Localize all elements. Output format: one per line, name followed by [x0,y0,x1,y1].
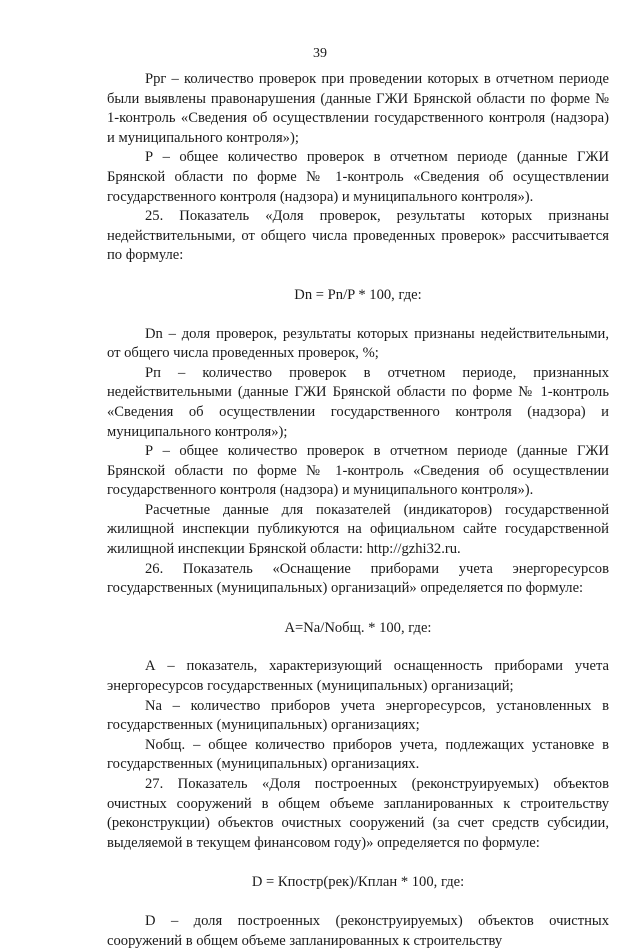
formula-d: D = Кпостр(рек)/Кплан * 100, где: [251,874,465,891]
paragraph-indicator-27: 27. Показатель «Доля построенных (реконструируемых) объектов очистных сооружений в общем объеме запланированных к строительству (реконструкции) объектов очистных сооружений (за счет средств субсидии, выделяемой в текущем финансовом году)» определяется по формуле: [107,776,609,851]
paragraph-p-definition-2: Р – общее количество проверок в отчетном периоде (данные ГЖИ Брянской области по форме № 1-контроль «Сведения об осуществлении государственного контроля (надзора) и муниципального контроля»). [107,443,609,499]
formula-dn: Dn = Pn/P * 100, где: [294,286,422,303]
paragraph-dn-definition: Dn – доля проверок, результаты которых признаны недействительными, от общего числа проведенных проверок, %; [107,325,609,362]
document-body [107,70,609,951]
paragraph-prg-definition: Ррг – количество проверок при проведении которых в отчетном периоде были выявлены правонарушения (данные ГЖИ Брянской области по форме № 1-контроль «Сведения об осуществлении государственного контроля (надзора) и муниципального контроля»); [107,71,609,146]
paragraph-d-definition: D – доля построенных (реконструируемых) объектов очистных сооружений в общем объеме запланированных к строительству [107,912,609,949]
paragraph-na-definition: Na – количество приборов учета энергоресурсов, установленных в государственных (муниципальных) организациях; [107,697,609,734]
paragraph-p-definition: Р – общее количество проверок в отчетном периоде (данные ГЖИ Брянской области по форме № 1-контроль «Сведения об осуществлении государственного контроля (надзора) и муниципального контроля»). [107,149,609,205]
paragraph-publication-note: Расчетные данные для показателей (индикаторов) государственной жилищной инспекции публикуются на официальном сайте государственной жилищной инспекции Брянской области: http://gzhi32.ru. [107,501,609,558]
paragraph-ntotal-definition: Nобщ. – общее количество приборов учета, подлежащих установке в государственных (муниципальных) организациях. [107,736,609,773]
paragraph-a-definition: А – показатель, характеризующий оснащенность приборами учета энергоресурсов государственных (муниципальных) организаций; [107,658,609,695]
formula-a: A=Na/Nобщ. * 100, где: [284,619,432,636]
paragraph-indicator-26: 26. Показатель «Оснащение приборами учета энергоресурсов государственных (муниципальных) организаций» определяется по формуле: [107,560,609,597]
paragraph-indicator-25: 25. Показатель «Доля проверок, результаты которых признаны недействительными, от общего числа проведенных проверок» рассчитывается по формуле: [107,208,609,264]
page-number: 39 [313,46,327,61]
paragraph-pn-definition: Рп – количество проверок в отчетном периоде, признанных недействительными (данные ГЖИ Брянской области по форме № 1-контроль «Сведения об осуществлении государственного контроля (надзора) и муниципального контроля»); [107,364,609,440]
